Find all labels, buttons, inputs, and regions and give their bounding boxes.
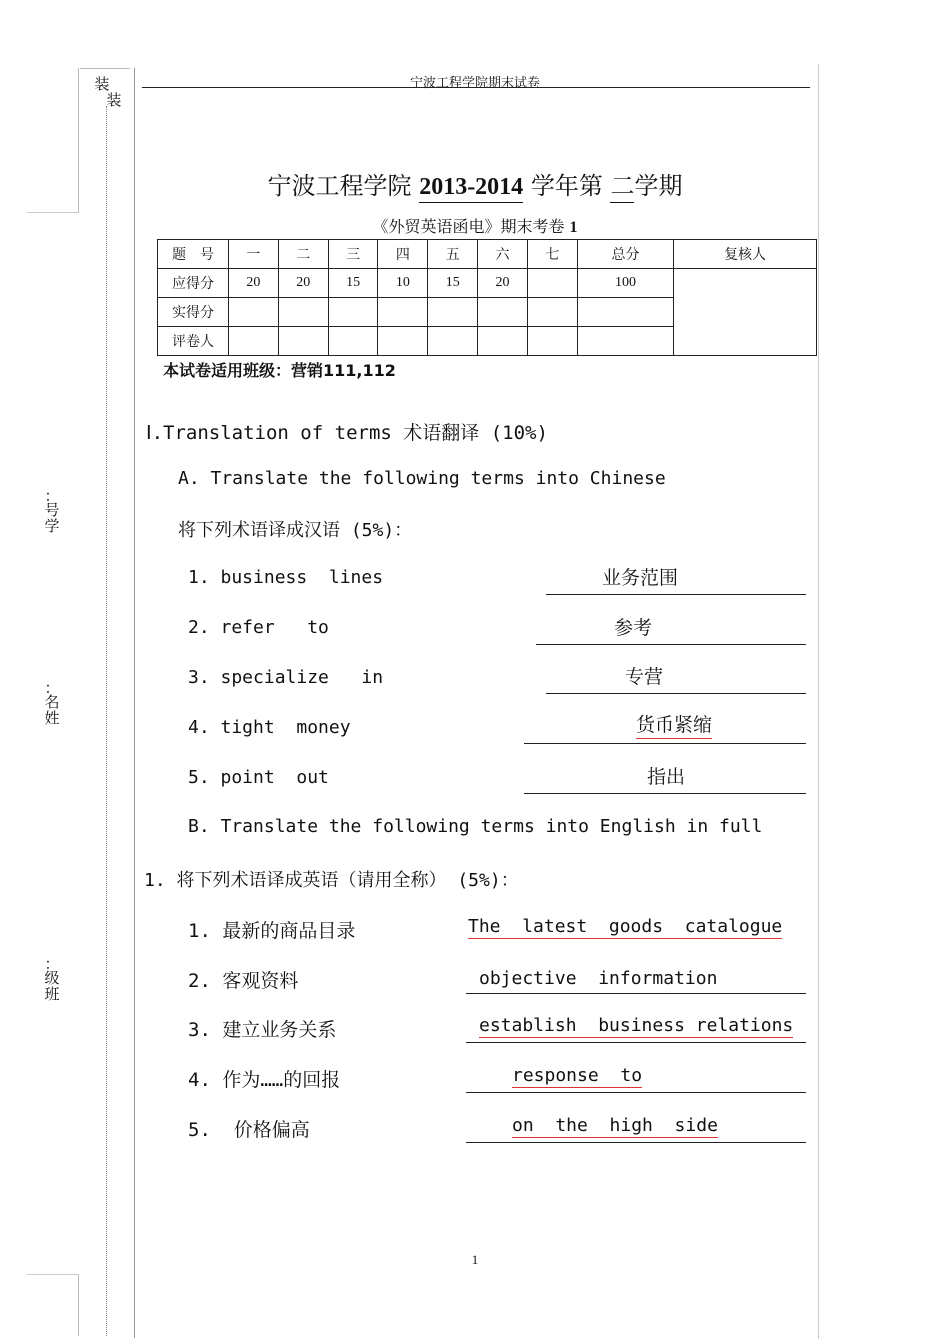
score-header-row xyxy=(158,240,817,269)
part-b-instruction: B. Translate the following terms into English in full xyxy=(188,816,763,837)
score-input-cell[interactable] xyxy=(378,298,428,327)
answer-blank[interactable] xyxy=(466,1062,806,1093)
page-header: 宁波工程学院期末试卷 xyxy=(409,76,540,91)
margin-binding-char: 装 xyxy=(94,75,110,93)
answer-text: 业务范围 xyxy=(602,567,679,589)
exam-title xyxy=(0,166,950,201)
question-item: 2. refer to xyxy=(188,617,329,638)
title-mid: 学年第 xyxy=(523,172,611,200)
question-item: 1. business lines xyxy=(188,567,384,588)
answer-blank[interactable] xyxy=(466,1112,806,1143)
question-item: 4. 作为……的回报 xyxy=(188,1069,341,1091)
table-cell: 七 xyxy=(527,240,577,269)
grader-input-cell[interactable] xyxy=(527,327,577,356)
margin-line xyxy=(80,68,130,69)
answer-text: 专营 xyxy=(625,666,664,688)
question-item: 3. 建立业务关系 xyxy=(188,1019,337,1041)
table-cell: 一 xyxy=(229,240,279,269)
grader-input-cell[interactable] xyxy=(428,327,478,356)
answer-blank[interactable] xyxy=(536,614,806,645)
section-heading: Ⅰ.Translation of terms 术语翻译 (10%) xyxy=(146,422,548,444)
question-item: 1. 最新的商品目录 xyxy=(188,920,356,942)
table-cell: 10 xyxy=(378,269,428,298)
score-input-cell[interactable] xyxy=(328,298,378,327)
answer-text: 货币紧缩 xyxy=(636,710,712,739)
table-cell xyxy=(527,269,577,298)
score-input-cell[interactable] xyxy=(478,298,528,327)
grader-input-cell[interactable] xyxy=(478,327,528,356)
score-input-cell[interactable] xyxy=(428,298,478,327)
margin-binding-char: 装 xyxy=(106,91,122,109)
page-number: 1 xyxy=(471,1252,479,1267)
reviewer-cell[interactable] xyxy=(674,269,817,356)
margin-line xyxy=(27,212,78,213)
score-expected-row xyxy=(158,269,817,298)
score-input-cell[interactable] xyxy=(577,298,673,327)
question-item: 3. specialize in xyxy=(188,667,384,688)
margin-line xyxy=(134,68,135,1338)
margin-line xyxy=(27,1274,78,1275)
answer-blank[interactable] xyxy=(466,963,806,994)
student-id-label: 号 xyxy=(44,501,60,519)
table-cell: 三 xyxy=(328,240,378,269)
table-cell: 二 xyxy=(278,240,328,269)
table-cell: 四 xyxy=(378,240,428,269)
table-cell: 15 xyxy=(428,269,478,298)
table-cell: 20 xyxy=(478,269,528,298)
student-id-label: ： xyxy=(44,487,60,505)
grader-input-cell[interactable] xyxy=(577,327,673,356)
score-input-cell[interactable] xyxy=(229,298,279,327)
table-cell: 复核人 xyxy=(674,240,817,269)
table-cell: 六 xyxy=(478,240,528,269)
applicable-class: 本试卷适用班级：营销111,112 xyxy=(163,361,396,380)
margin-line xyxy=(818,64,819,1339)
table-cell: 五 xyxy=(428,240,478,269)
question-item: 4. tight money xyxy=(188,717,351,738)
answer-blank[interactable] xyxy=(546,564,806,595)
table-cell: 20 xyxy=(229,269,279,298)
subtitle-number: 1 xyxy=(569,219,578,236)
part-a-instruction: A. Translate the following terms into Chinese xyxy=(178,468,666,489)
title-term: 二 xyxy=(610,172,634,203)
table-cell: 15 xyxy=(328,269,378,298)
question-item: 2. 客观资料 xyxy=(188,970,299,992)
answer-blank[interactable] xyxy=(524,713,806,744)
answer-blank[interactable] xyxy=(466,1012,806,1043)
title-prefix: 宁波工程学院 xyxy=(267,172,420,200)
answer-text: 参考 xyxy=(614,617,653,639)
answer-text: establish business relations xyxy=(479,1015,794,1036)
title-years: 2013-2014 xyxy=(419,174,523,203)
class-label: ： xyxy=(44,955,60,973)
grader-input-cell[interactable] xyxy=(328,327,378,356)
part-a-instruction-zh: 将下列术语译成汉语 (5%)： xyxy=(178,520,413,541)
answer-text: on the high side xyxy=(512,1115,718,1136)
part-b-instruction-zh: 1. 将下列术语译成英语（请用全称） (5%)： xyxy=(144,870,519,891)
table-cell: 评卷人 xyxy=(158,327,229,356)
answer-text: The latest goods catalogue xyxy=(468,916,783,937)
table-cell: 总分 xyxy=(577,240,673,269)
name-label: 姓 xyxy=(44,709,60,727)
answer-text: objective information xyxy=(479,968,718,989)
exam-subtitle xyxy=(0,214,950,237)
question-item: 5. point out xyxy=(188,767,329,788)
score-input-cell[interactable] xyxy=(278,298,328,327)
margin-line xyxy=(78,1274,79,1336)
answer-blank[interactable] xyxy=(466,913,792,943)
table-cell: 应得分 xyxy=(158,269,229,298)
score-input-cell[interactable] xyxy=(527,298,577,327)
grader-input-cell[interactable] xyxy=(278,327,328,356)
answer-text: response to xyxy=(512,1065,643,1086)
table-cell: 实得分 xyxy=(158,298,229,327)
score-table xyxy=(157,239,817,356)
question-item: 5. 价格偏高 xyxy=(188,1119,310,1141)
header-rule xyxy=(142,87,810,88)
grader-input-cell[interactable] xyxy=(229,327,279,356)
subtitle-text: 《外贸英语函电》期末考卷 xyxy=(372,217,570,236)
name-label: ： xyxy=(44,679,60,697)
table-cell: 20 xyxy=(278,269,328,298)
class-label: 级 xyxy=(44,969,60,987)
title-suffix: 学期 xyxy=(634,172,683,200)
class-label: 班 xyxy=(44,985,60,1003)
table-cell: 100 xyxy=(577,269,673,298)
answer-blank[interactable] xyxy=(524,763,806,794)
answer-blank[interactable] xyxy=(546,663,806,694)
grader-input-cell[interactable] xyxy=(378,327,428,356)
name-label: 名 xyxy=(44,693,60,711)
student-id-label: 学 xyxy=(44,517,60,535)
answer-text: 指出 xyxy=(647,766,686,788)
binding-dotted-line xyxy=(106,106,107,1336)
table-cell: 题 号 xyxy=(158,240,229,269)
